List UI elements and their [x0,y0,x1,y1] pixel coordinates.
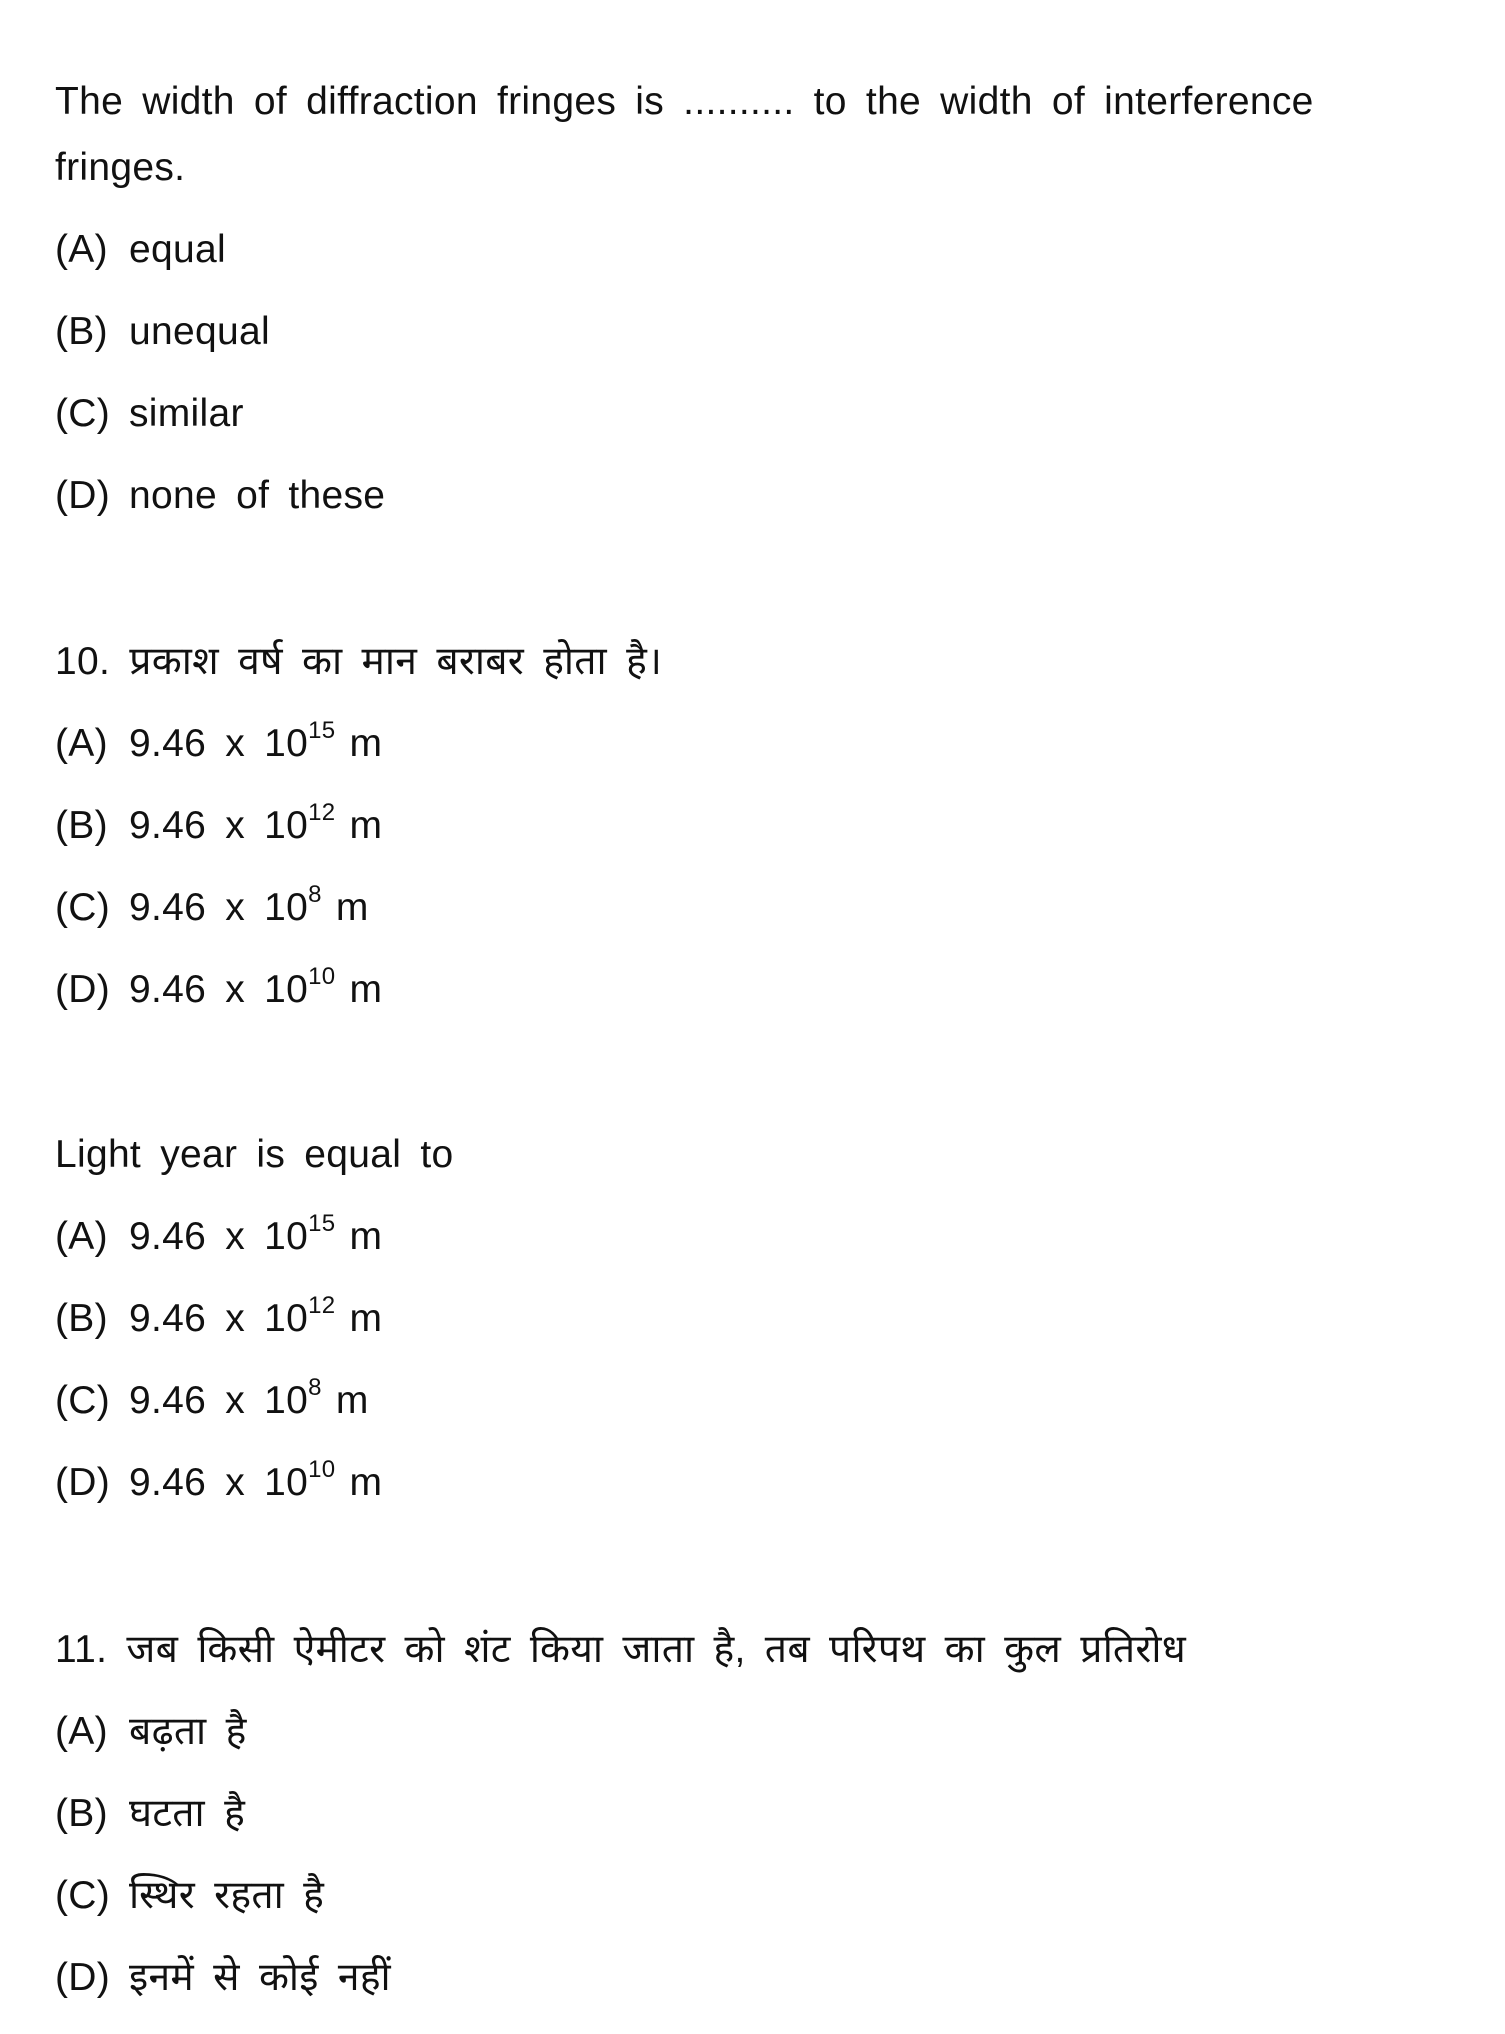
option-a [55,1708,247,1756]
option-label: (B) [55,1792,108,1835]
option-text: equal [129,228,226,271]
option-a [55,1210,383,1261]
option-unit: m [349,1215,383,1258]
question-11 [55,1626,1186,1674]
option-label: (D) [55,474,111,517]
option-unit: m [349,1461,383,1504]
option-text: घटता है [129,1792,246,1835]
option-base: 9.46 x 10 [129,722,309,765]
question-text: The width of diffraction fringes is .......... to the width of interference [55,80,1314,123]
option-label: (A) [55,228,108,271]
option-unit: m [335,1379,369,1422]
option-text: none of these [129,474,386,517]
option-unit: m [349,1297,383,1340]
option-a [55,226,226,274]
option-base: 9.46 x 10 [129,804,309,847]
option-label: (C) [55,1379,111,1422]
option-base: 9.46 x 10 [129,1215,309,1258]
question-10 [55,638,662,686]
option-label: (D) [55,1461,111,1504]
option-text: similar [129,392,244,435]
question-number: 11. [55,1628,108,1671]
option-b [55,308,270,356]
option-b [55,1292,383,1343]
option-label: (C) [55,392,111,435]
option-base: 9.46 x 10 [129,1379,309,1422]
option-d [55,472,385,520]
option-label: (B) [55,1297,108,1340]
option-label: (B) [55,310,108,353]
option-unit: m [335,886,369,929]
option-label: (C) [55,886,111,929]
option-d [55,1954,391,2002]
option-base: 9.46 x 10 [129,1297,309,1340]
option-base: 9.46 x 10 [129,1461,309,1504]
option-label: (A) [55,1215,108,1258]
option-exponent: 15 [308,717,336,744]
option-base: 9.46 x 10 [129,968,309,1011]
option-d [55,963,383,1014]
option-a [55,717,383,768]
question-text: जब किसी ऐमीटर को शंट किया जाता है, तब परिपथ का कुल प्रतिरोध [126,1628,1187,1671]
question-text: प्रकाश वर्ष का मान बराबर होता है। [129,640,663,683]
option-exponent: 10 [308,1456,336,1483]
option-text: बढ़ता है [129,1710,247,1753]
option-exponent: 8 [308,881,322,908]
option-label: (A) [55,722,108,765]
option-b [55,1790,245,1838]
option-exponent: 12 [308,799,336,826]
option-label: (D) [55,1956,111,1999]
option-exponent: 8 [308,1374,322,1401]
option-text: स्थिर रहता है [129,1874,325,1917]
option-label: (B) [55,804,108,847]
option-label: (D) [55,968,111,1011]
question-number: 10. [55,640,111,683]
option-unit: m [349,804,383,847]
option-text: इनमें से कोई नहीं [129,1956,391,1999]
option-label: (A) [55,1710,108,1753]
option-unit: m [349,968,383,1011]
question-text-continued: fringes. [55,146,186,189]
option-c [55,881,369,932]
option-exponent: 12 [308,1292,336,1319]
option-c [55,1374,369,1425]
option-base: 9.46 x 10 [129,886,309,929]
option-d [55,1456,383,1507]
question-text: Light year is equal to [55,1133,454,1176]
option-c [55,1872,324,1920]
option-exponent: 15 [308,1210,336,1237]
option-b [55,799,383,850]
option-unit: m [349,722,383,765]
option-label: (C) [55,1874,111,1917]
option-c [55,390,244,438]
option-exponent: 10 [308,963,336,990]
option-text: unequal [129,310,270,353]
